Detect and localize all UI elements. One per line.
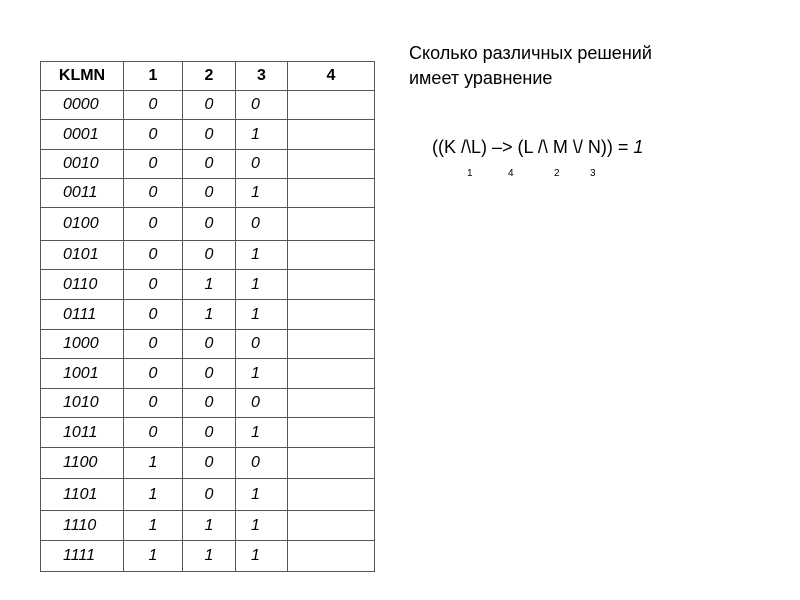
col-4-cell (288, 179, 375, 208)
col-1-cell: 1 (124, 541, 183, 572)
table-row (41, 120, 375, 150)
col-4-cell (288, 479, 375, 511)
col-2-cell: 0 (183, 418, 236, 448)
col-3-cell: 1 (236, 541, 288, 572)
table-row (41, 389, 375, 418)
header-klmn: KLMN (41, 62, 124, 91)
col-4-cell (288, 389, 375, 418)
table-row (41, 179, 375, 208)
col-2-cell: 0 (183, 91, 236, 120)
klmn-cell: 0111 (41, 300, 124, 330)
table-row (41, 418, 375, 448)
equation (432, 137, 643, 158)
table-row (41, 511, 375, 541)
klmn-cell: 0000 (41, 91, 124, 120)
col-4-cell (288, 511, 375, 541)
col-4-cell (288, 150, 375, 179)
col-1-cell: 0 (124, 359, 183, 389)
col-3-cell: 0 (236, 91, 288, 120)
col-2-cell: 0 (183, 330, 236, 359)
equation-expression: ((K /\L) –> (L /\ M \/ N)) = (432, 137, 634, 157)
col-1-cell: 0 (124, 150, 183, 179)
table-header-row (41, 62, 375, 91)
col-1-cell: 0 (124, 330, 183, 359)
col-2-cell: 1 (183, 270, 236, 300)
col-4-cell (288, 91, 375, 120)
col-4-cell (288, 270, 375, 300)
col-2-cell: 1 (183, 300, 236, 330)
klmn-cell: 0011 (41, 179, 124, 208)
col-4-cell (288, 541, 375, 572)
col-4-cell (288, 120, 375, 150)
col-3-cell: 1 (236, 120, 288, 150)
table-row (41, 300, 375, 330)
col-1-cell: 0 (124, 241, 183, 270)
col-3-cell: 1 (236, 359, 288, 389)
table-body (41, 91, 375, 572)
col-2-cell: 1 (183, 511, 236, 541)
col-2-cell: 0 (183, 448, 236, 479)
col-4-cell (288, 448, 375, 479)
table-row (41, 91, 375, 120)
col-1-cell: 0 (124, 300, 183, 330)
col-2-cell: 0 (183, 150, 236, 179)
table-row (41, 150, 375, 179)
header-col-4: 4 (288, 62, 375, 91)
col-1-cell: 1 (124, 511, 183, 541)
operation-order-label: 3 (590, 168, 596, 179)
table-row (41, 359, 375, 389)
table-row (41, 270, 375, 300)
col-2-cell: 0 (183, 389, 236, 418)
col-4-cell (288, 418, 375, 448)
col-4-cell (288, 300, 375, 330)
klmn-cell: 1001 (41, 359, 124, 389)
col-3-cell: 0 (236, 330, 288, 359)
col-3-cell: 1 (236, 241, 288, 270)
col-1-cell: 1 (124, 479, 183, 511)
col-4-cell (288, 241, 375, 270)
col-2-cell: 0 (183, 208, 236, 241)
header-col-2: 2 (183, 62, 236, 91)
operation-order-label: 4 (508, 168, 514, 179)
operation-order-label: 1 (467, 168, 473, 179)
operation-order-label: 2 (554, 168, 560, 179)
col-1-cell: 0 (124, 179, 183, 208)
klmn-cell: 0101 (41, 241, 124, 270)
col-3-cell: 1 (236, 479, 288, 511)
truth-table (40, 61, 375, 572)
klmn-cell: 1010 (41, 389, 124, 418)
klmn-cell: 0100 (41, 208, 124, 241)
col-3-cell: 0 (236, 448, 288, 479)
table-row (41, 541, 375, 572)
col-1-cell: 0 (124, 120, 183, 150)
klmn-cell: 1110 (41, 511, 124, 541)
col-3-cell: 0 (236, 150, 288, 179)
table-row (41, 479, 375, 511)
klmn-cell: 1000 (41, 330, 124, 359)
equation-result: 1 (633, 137, 644, 157)
col-3-cell: 1 (236, 270, 288, 300)
klmn-cell: 1011 (41, 418, 124, 448)
col-2-cell: 1 (183, 541, 236, 572)
col-2-cell: 0 (183, 359, 236, 389)
question-line-2: имеет уравнение (409, 68, 553, 88)
col-1-cell: 0 (124, 389, 183, 418)
col-3-cell: 1 (236, 511, 288, 541)
col-2-cell: 0 (183, 120, 236, 150)
klmn-cell: 0110 (41, 270, 124, 300)
table-row (41, 448, 375, 479)
col-1-cell: 1 (124, 448, 183, 479)
table-row (41, 241, 375, 270)
klmn-cell: 0010 (41, 150, 124, 179)
klmn-cell: 0001 (41, 120, 124, 150)
col-1-cell: 0 (124, 208, 183, 241)
col-2-cell: 0 (183, 179, 236, 208)
col-3-cell: 1 (236, 418, 288, 448)
col-4-cell (288, 359, 375, 389)
header-col-1: 1 (124, 62, 183, 91)
header-col-3: 3 (236, 62, 288, 91)
question-line-1: Сколько различных решений (409, 43, 652, 63)
col-3-cell: 1 (236, 300, 288, 330)
klmn-cell: 1101 (41, 479, 124, 511)
col-4-cell (288, 208, 375, 241)
klmn-cell: 1100 (41, 448, 124, 479)
col-1-cell: 0 (124, 91, 183, 120)
table-row (41, 330, 375, 359)
col-1-cell: 0 (124, 418, 183, 448)
col-3-cell: 1 (236, 179, 288, 208)
col-3-cell: 0 (236, 389, 288, 418)
col-2-cell: 0 (183, 479, 236, 511)
col-4-cell (288, 330, 375, 359)
col-3-cell: 0 (236, 208, 288, 241)
klmn-cell: 1111 (41, 541, 124, 572)
col-2-cell: 0 (183, 241, 236, 270)
table-row (41, 208, 375, 241)
col-1-cell: 0 (124, 270, 183, 300)
question-text (409, 41, 652, 91)
